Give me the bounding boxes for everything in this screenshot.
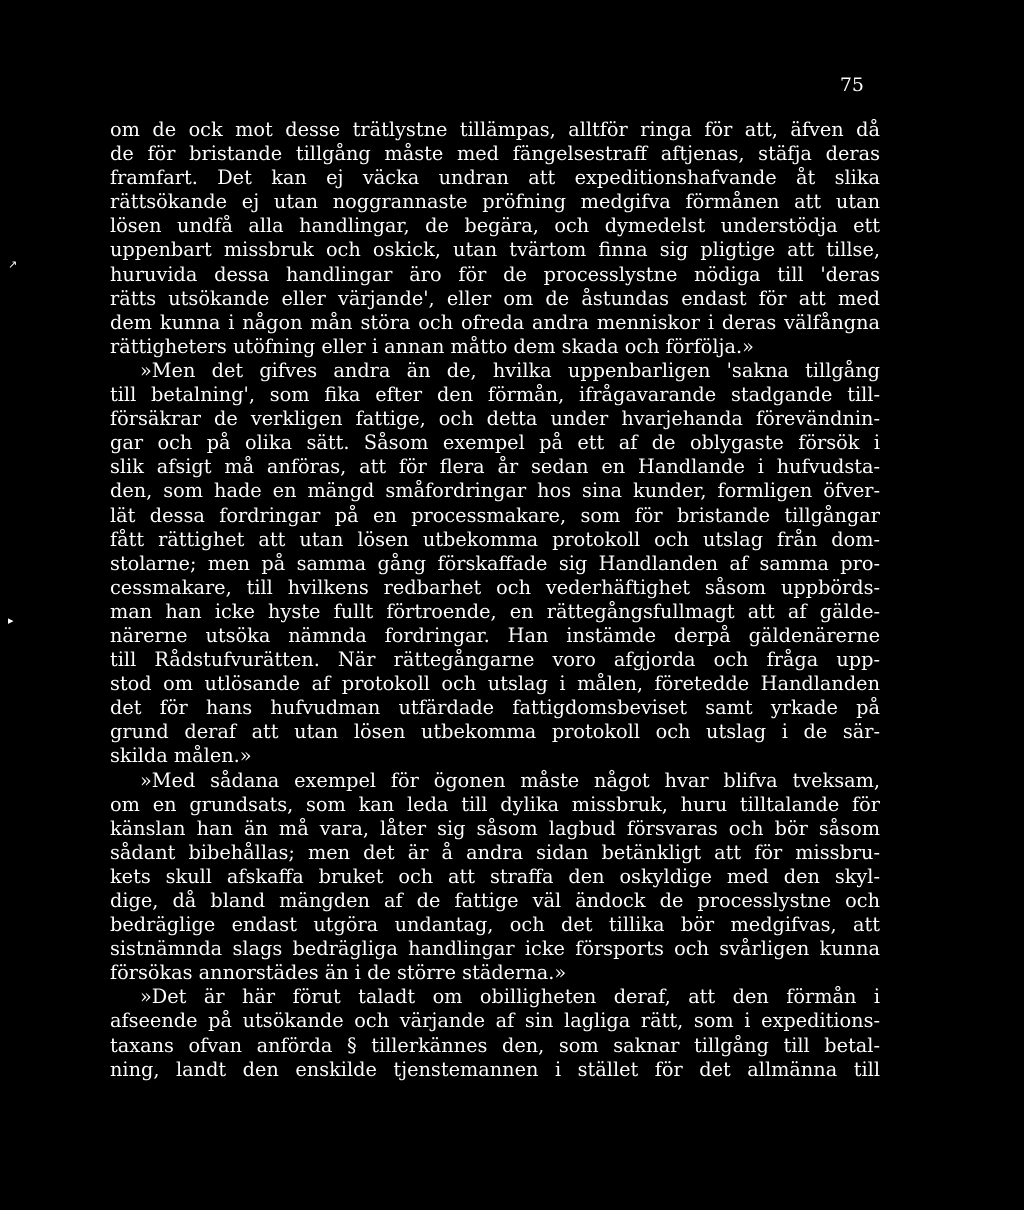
text-line: huruvida dessa handlingar äro för de processlystne nödiga till 'deras bbox=[110, 262, 880, 286]
text-line: försäkrar de verkligen fattige, och detta under hvarjehanda förevändnin- bbox=[110, 407, 880, 431]
text-line: skilda målen.» bbox=[110, 744, 252, 768]
text-line: dem kunna i någon mån störa och ofreda andra menniskor i deras välfångna bbox=[110, 310, 880, 334]
text-line: om de ock mot desse trätlystne tillämpas, alltför ringa för att, äfven då bbox=[110, 118, 880, 141]
body-text bbox=[110, 118, 880, 1082]
text-line: stolarne; men på samma gång förskaffade sig Handlanden af samma pro- bbox=[110, 551, 880, 575]
text-line: slik afsigt må anföras, att för flera år sedan en Handlande i hufvudsta- bbox=[110, 455, 880, 479]
text-line: rättsökande ej utan noggrannaste pröfning medgifva förmånen att utan bbox=[110, 190, 880, 214]
text-line: sådant bibehållas; men det är å andra sidan betänkligt att för missbru- bbox=[110, 840, 880, 864]
page-number: 75 bbox=[839, 74, 864, 96]
text-line: lösen undfå alla handlingar, de begära, och dymedelst understödja ett bbox=[110, 214, 880, 238]
text-line: framfart. Det kan ej väcka undran att expeditionshafvande åt slika bbox=[110, 166, 880, 190]
text-line: dige, då bland mängden af de fattige väl ändock de processlystne och bbox=[110, 889, 880, 912]
text-line: ning, landt den enskilde tjenstemannen i stället för det allmänna till bbox=[110, 1057, 880, 1081]
text-line: försökas annorstädes än i de större städerna.» bbox=[110, 961, 567, 985]
text-line: till betalning', som fika efter den förmån, ifrågavarande stadgande till- bbox=[110, 383, 880, 407]
text-line: bedräglige endast utgöra undantag, och det tillika bör medgifvas, att bbox=[110, 913, 880, 937]
text-line: grund deraf att utan lösen utbekomma protokoll och utslag i de sär- bbox=[110, 720, 880, 744]
text-line: »Med sådana exempel för ögonen måste något hvar blifva tveksam, bbox=[140, 768, 880, 792]
margin-mark-icon: ↗ bbox=[8, 258, 18, 271]
margin-mark-icon: ▸ bbox=[8, 614, 14, 627]
text-line: stod om utlösande af protokoll och utslag i målen, företedde Handlanden bbox=[110, 672, 880, 696]
text-line: kets skull afskaffa bruket och att straffa den oskyldige med den skyl- bbox=[110, 864, 880, 888]
text-line: den, som hade en mängd småfordringar hos sina kunder, formligen öfver- bbox=[110, 479, 880, 503]
text-line: man han icke hyste fullt förtroende, en rättegångsfullmagt att af gälde- bbox=[110, 599, 880, 623]
text-line: taxans ofvan anförda § tillerkännes den, som saknar tillgång till betal- bbox=[110, 1033, 880, 1057]
text-line: om en grundsats, som kan leda till dylika missbruk, huru tilltalande för bbox=[110, 792, 880, 816]
text-line: gar och på olika sätt. Såsom exempel på ett af de oblygaste försök i bbox=[110, 431, 880, 455]
text-line: fått rättighet att utan lösen utbekomma protokoll och utslag från dom- bbox=[110, 527, 880, 551]
text-line: rättigheters utöfning eller i annan måtto dem skada och förfölja.» bbox=[110, 334, 754, 358]
text-line: det för hans hufvudman utfärdade fattigdomsbeviset samt yrkade på bbox=[110, 696, 880, 720]
text-line: de för bristande tillgång måste med fängelsestraff aftjenas, stäfja deras bbox=[110, 142, 880, 166]
text-line: lät dessa fordringar på en processmakare, som för bristande tillgångar bbox=[110, 503, 880, 527]
text-line: cessmakare, till hvilkens redbarhet och vederhäftighet såsom uppbörds- bbox=[110, 575, 880, 599]
text-line: rätts utsökande eller värjande', eller om de åstundas endast för att med bbox=[110, 286, 880, 310]
text-line: närerne utsöka nämnda fordringar. Han instämde derpå gäldenärerne bbox=[110, 623, 880, 647]
text-line: sistnämnda slags bedrägliga handlingar icke försports och svårligen kunna bbox=[110, 937, 880, 961]
text-line: »Men det gifves andra än de, hvilka uppenbarligen 'sakna tillgång bbox=[140, 358, 880, 382]
text-line: »Det är här förut taladt om obilligheten deraf, att den förmån i bbox=[140, 985, 880, 1009]
text-line: till Rådstufvurätten. När rättegångarne voro afgjorda och fråga upp- bbox=[110, 648, 880, 672]
text-line: uppenbart missbruk och oskick, utan tvärtom finna sig pligtige att tillse, bbox=[110, 238, 880, 262]
text-line: känslan han än må vara, låter sig såsom lagbud försvaras och bör såsom bbox=[110, 816, 880, 840]
text-line: afseende på utsökande och värjande af sin lagliga rätt, som i expeditions- bbox=[110, 1009, 880, 1033]
